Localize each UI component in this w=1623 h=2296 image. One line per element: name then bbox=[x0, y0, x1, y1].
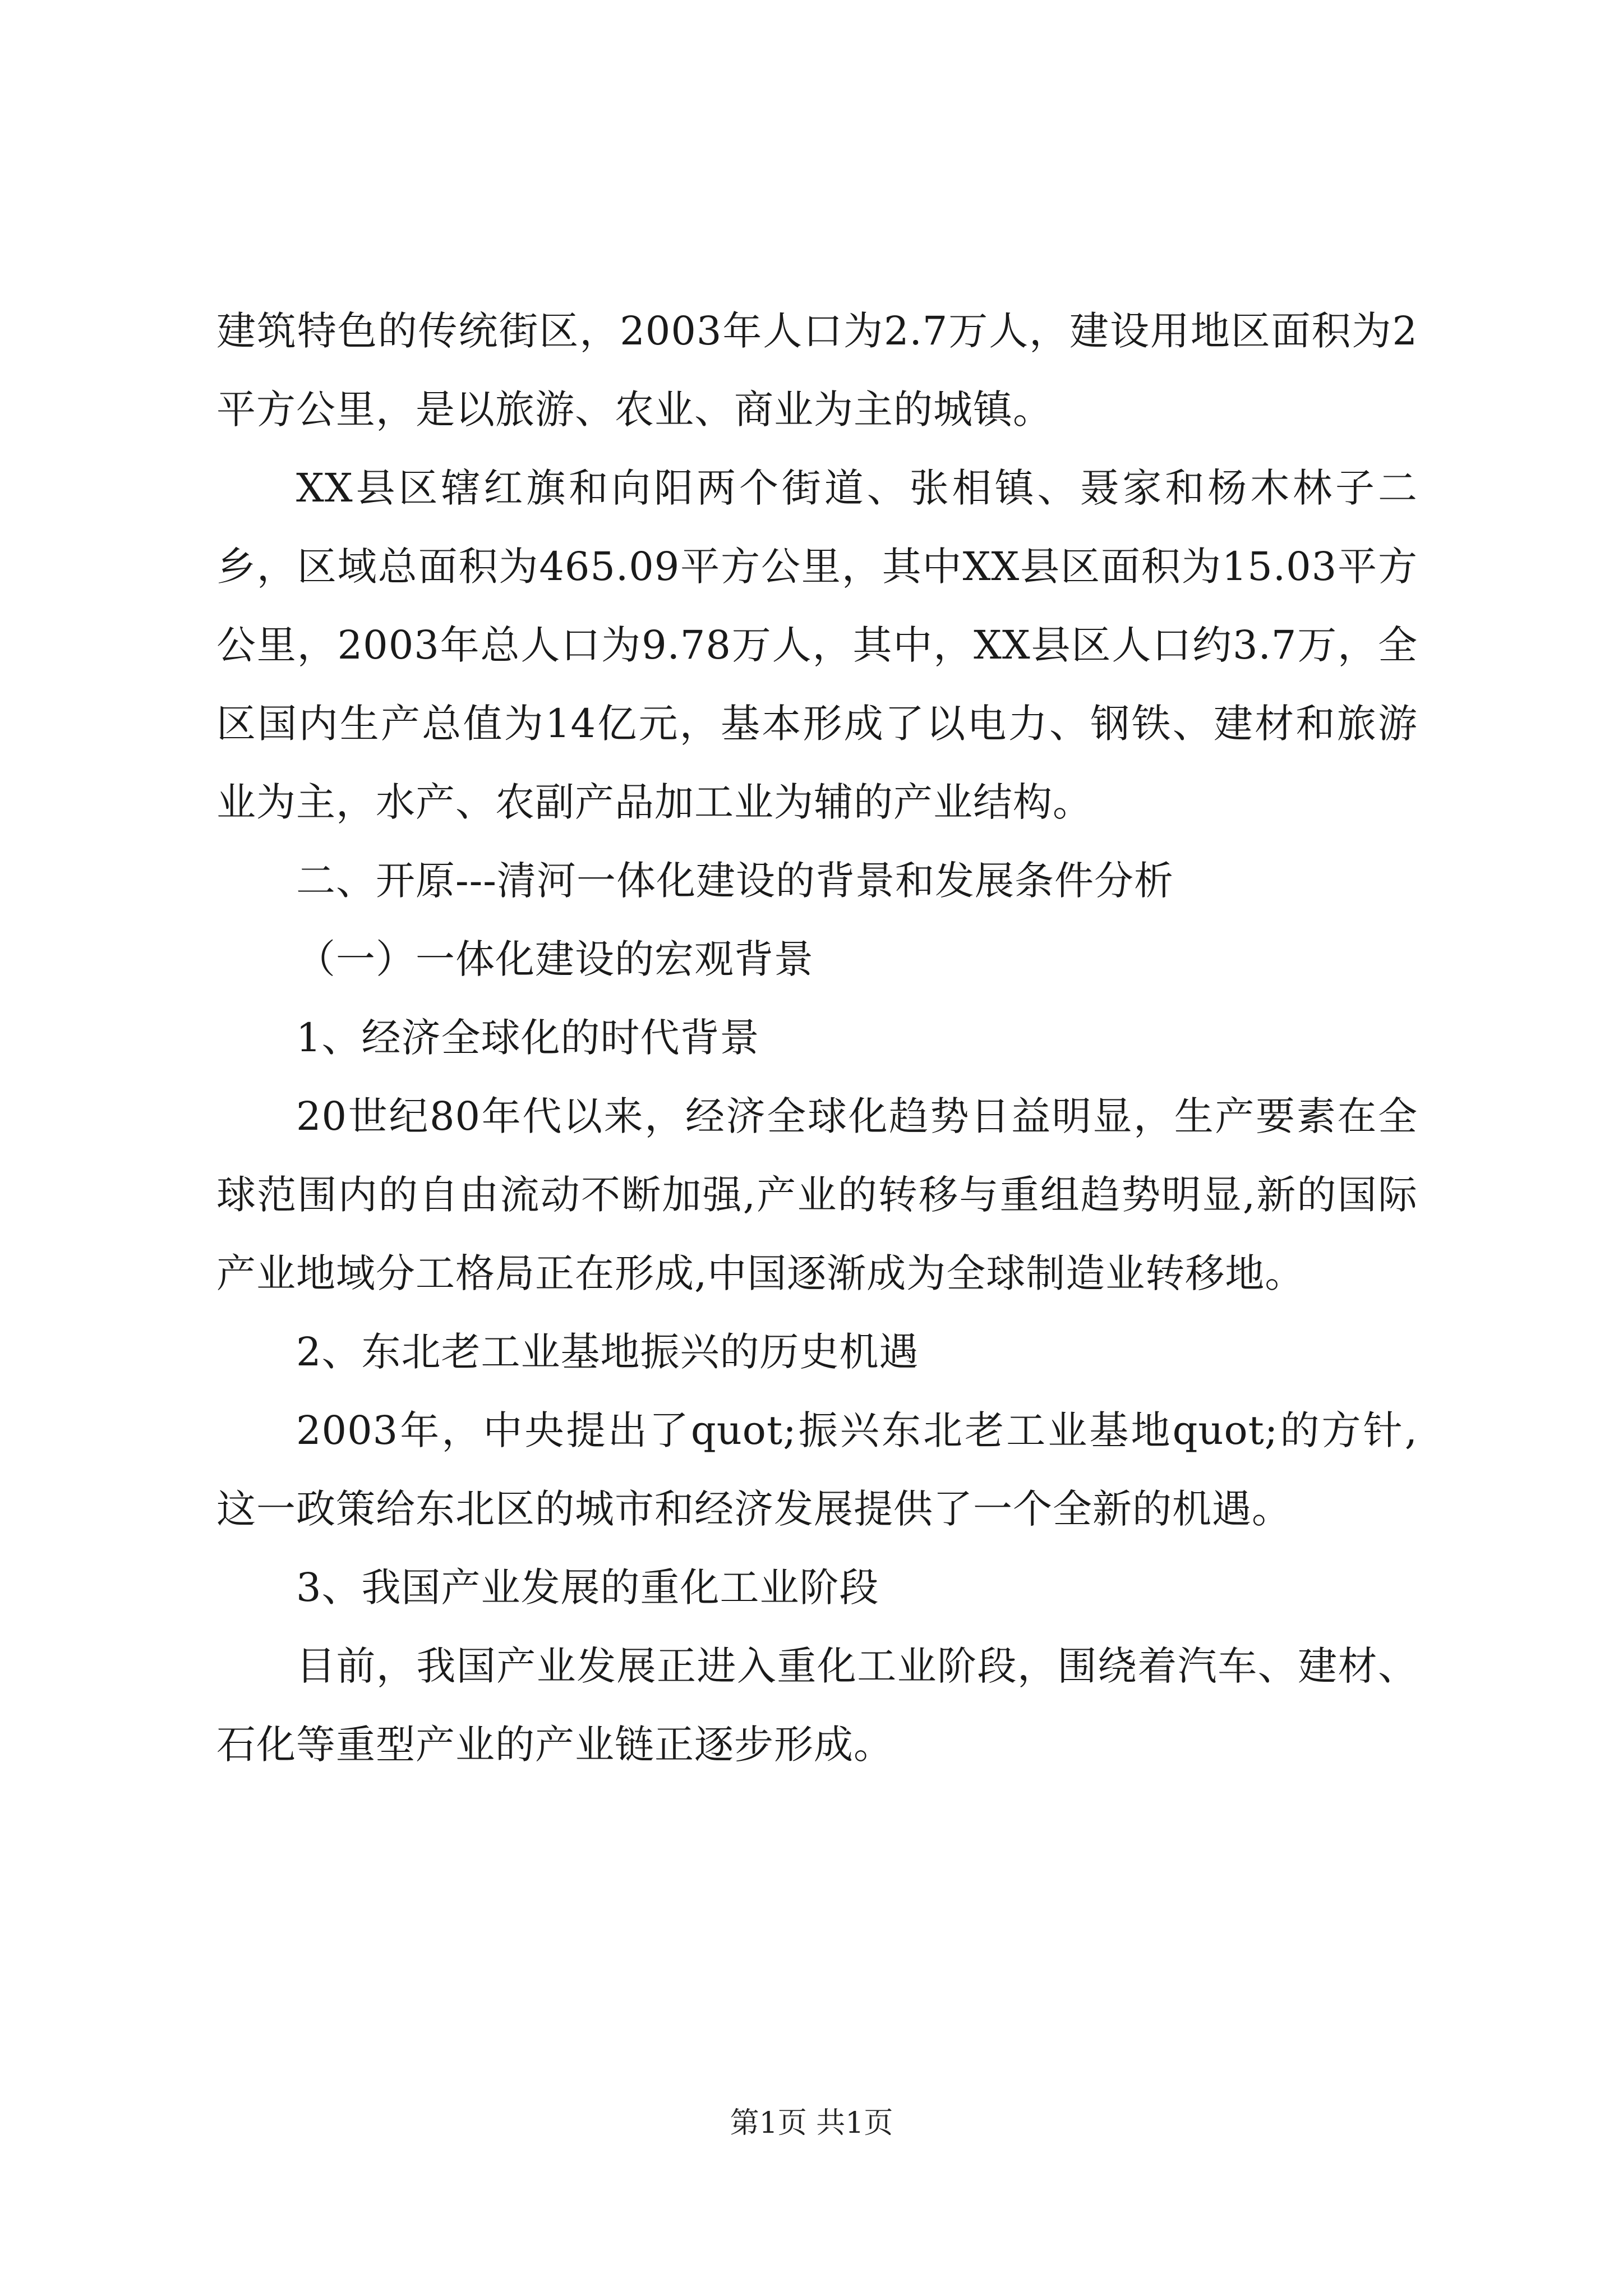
item-heading-2: 2、东北老工业基地振兴的历史机遇 bbox=[296, 1329, 919, 1375]
paragraph-globalization: 20世纪80年代以来，经济全球化趋势日益明显，生产要素在全球范围内的自由流动不断加强,产业的转移与重组趋势明显,新的国际产业地域分工格局正在形成,中国逐渐成为全球制造业转移地。 bbox=[216, 1093, 1418, 1296]
page-footer bbox=[0, 2101, 1623, 2146]
paragraph-district-overview: XX县区辖红旗和向阳两个街道、张相镇、聂家和杨木林子二乡，区域总面积为465.09平方公里，其中XX县区面积为15.03平方公里，2003年总人口为9.78万人，其中，XX县区人口约3.7万，全区国内生产总值为14亿元，基本形成了以电力、钢铁、建材和旅游业为主，水产、农副产品加工业为辅的产业结构。 bbox=[216, 465, 1418, 825]
page-number-label: 第1页 共1页 bbox=[730, 2106, 893, 2140]
item-heading-1: 1、经济全球化的时代背景 bbox=[296, 1015, 760, 1061]
paragraph-heavy-industry: 目前，我国产业发展正进入重化工业阶段，围绕着汽车、建材、石化等重型产业的产业链正逐步形成。 bbox=[216, 1643, 1418, 1768]
paragraph-northeast-revival: 2003年，中央提出了quot;振兴东北老工业基地quot;的方针,这一政策给东北区的城市和经济发展提供了一个全新的机遇。 bbox=[216, 1407, 1418, 1532]
item-heading-3: 3、我国产业发展的重化工业阶段 bbox=[296, 1565, 879, 1611]
paragraph-continuation: 建筑特色的传统街区，2003年人口为2.7万人，建设用地区面积为2平方公里，是以旅游、农业、商业为主的城镇。 bbox=[216, 308, 1418, 432]
subsection-heading: （一）一体化建设的宏观背景 bbox=[296, 936, 814, 982]
body-text bbox=[216, 292, 1418, 1784]
section-heading: 二、开原---清河一体化建设的背景和发展条件分析 bbox=[296, 858, 1174, 904]
